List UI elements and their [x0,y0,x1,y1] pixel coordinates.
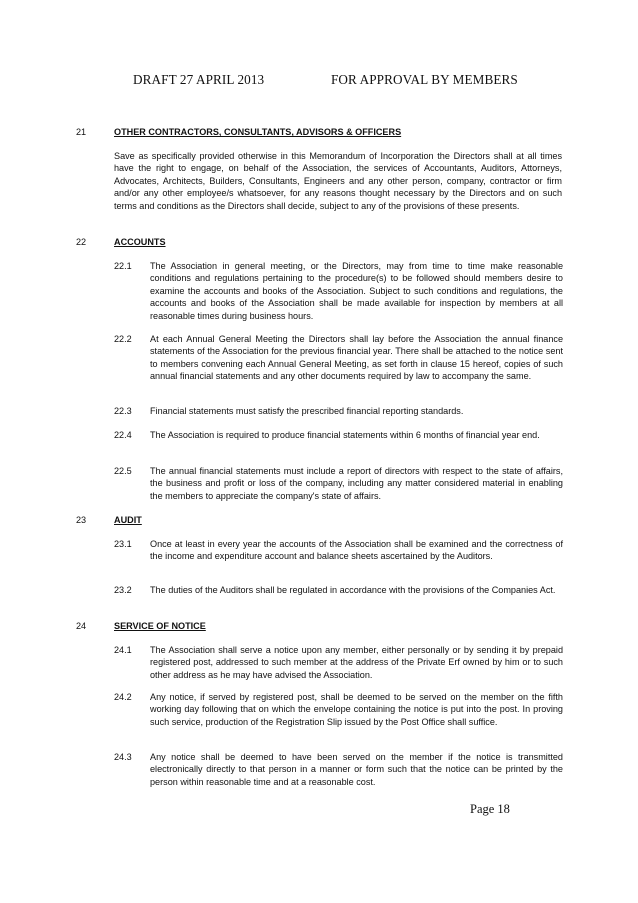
clause-number: 23.1 [114,539,132,549]
clause-number: 22.5 [114,466,132,476]
header-approval-note: FOR APPROVAL BY MEMBERS [331,72,518,87]
clause-text: The Association in general meeting, or the Directors, may from time to time make reasonable conditions and regulations pertaining to the procedure(s) to be followed should members desire to examine the accounts and books of the Association. Subject to such conditions and regulations, the accounts and books of the Association shall be made available for inspection by members at all reasonable times during business hours. [150,261,563,321]
clause-number: 22.2 [114,334,132,344]
clause-text: The annual financial statements must include a report of directors with respect to the state of affairs, the business and profit or loss of the company, including any matter considered material in enabling the members to appreciate the company's state of affairs. [150,466,563,501]
clause-text: The Association shall serve a notice upon any member, either personally or by sending it by prepaid registered post, addressed to such member at the address of the Private Erf owned by him or to such other address as he may have advised the Association. [150,645,563,680]
clause-number: 24.1 [114,645,132,655]
section-title: AUDIT [114,515,142,525]
header-draft-date: DRAFT 27 APRIL 2013 [133,72,265,87]
clause-number: 24.2 [114,692,132,702]
section-title: SERVICE OF NOTICE [114,621,206,631]
clause-number: 24.3 [114,752,132,762]
clause-text: The duties of the Auditors shall be regulated in accordance with the provisions of the Companies Act. [150,585,556,595]
clause-number: 23.2 [114,585,132,595]
clause-text: Any notice shall be deemed to have been served on the member if the notice is transmitted electronically directly to that person in a manner or form such that the notice can be printed by the person within reasonable time and at a reasonable cost. [150,752,563,787]
section-title: ACCOUNTS [114,237,166,247]
section-paragraph: Save as specifically provided otherwise in this Memorandum of Incorporation the Directors shall at all times have the right to engage, on behalf of the Association, the services of Accountants, Auditors, Attorneys, Advocates, Architects, Builders, Consultants, Engineers and any other person, company, contractor or firm and/or any other employee/s whatsoever, for any reasons thought necessary by the Directors and on such terms and conditions as the Directors shall decide, subject to any of the provisions of these presents. [114,151,562,211]
clause-text: At each Annual General Meeting the Directors shall lay before the Association the annual finance statements of the Association for the previous financial year. There shall be attached to the notice sent to members convening each Annual General Meeting, as set forth in clause 15 hereof, copies of such annual financial statements and any other documents required by law to accompany the same. [150,334,563,382]
page-number: Page 18 [470,802,510,816]
clause-number: 22.4 [114,430,132,440]
clause-text: Financial statements must satisfy the prescribed financial reporting standards. [150,406,464,416]
section-number: 23 [76,515,87,525]
clause-text: Any notice, if served by registered post, shall be deemed to be served on the member on the fifth working day following that on which the envelope containing the notice is put into the post. In proving such service, production of the Registration Slip issued by the Post Office shall suffice. [150,692,563,727]
clause-number: 22.3 [114,406,132,416]
clause-number: 22.1 [114,261,132,271]
section-number: 22 [76,237,87,247]
section-number: 24 [76,621,87,631]
clause-text: Once at least in every year the accounts of the Association shall be examined and the correctness of the income and expenditure account and balance sheets ascertained by the Auditors. [150,539,563,562]
section-title: OTHER CONTRACTORS, CONSULTANTS, ADVISORS & OFFICERS [114,127,402,137]
section-number: 21 [76,127,87,137]
clause-text: The Association is required to produce financial statements within 6 months of financial year end. [150,430,540,440]
